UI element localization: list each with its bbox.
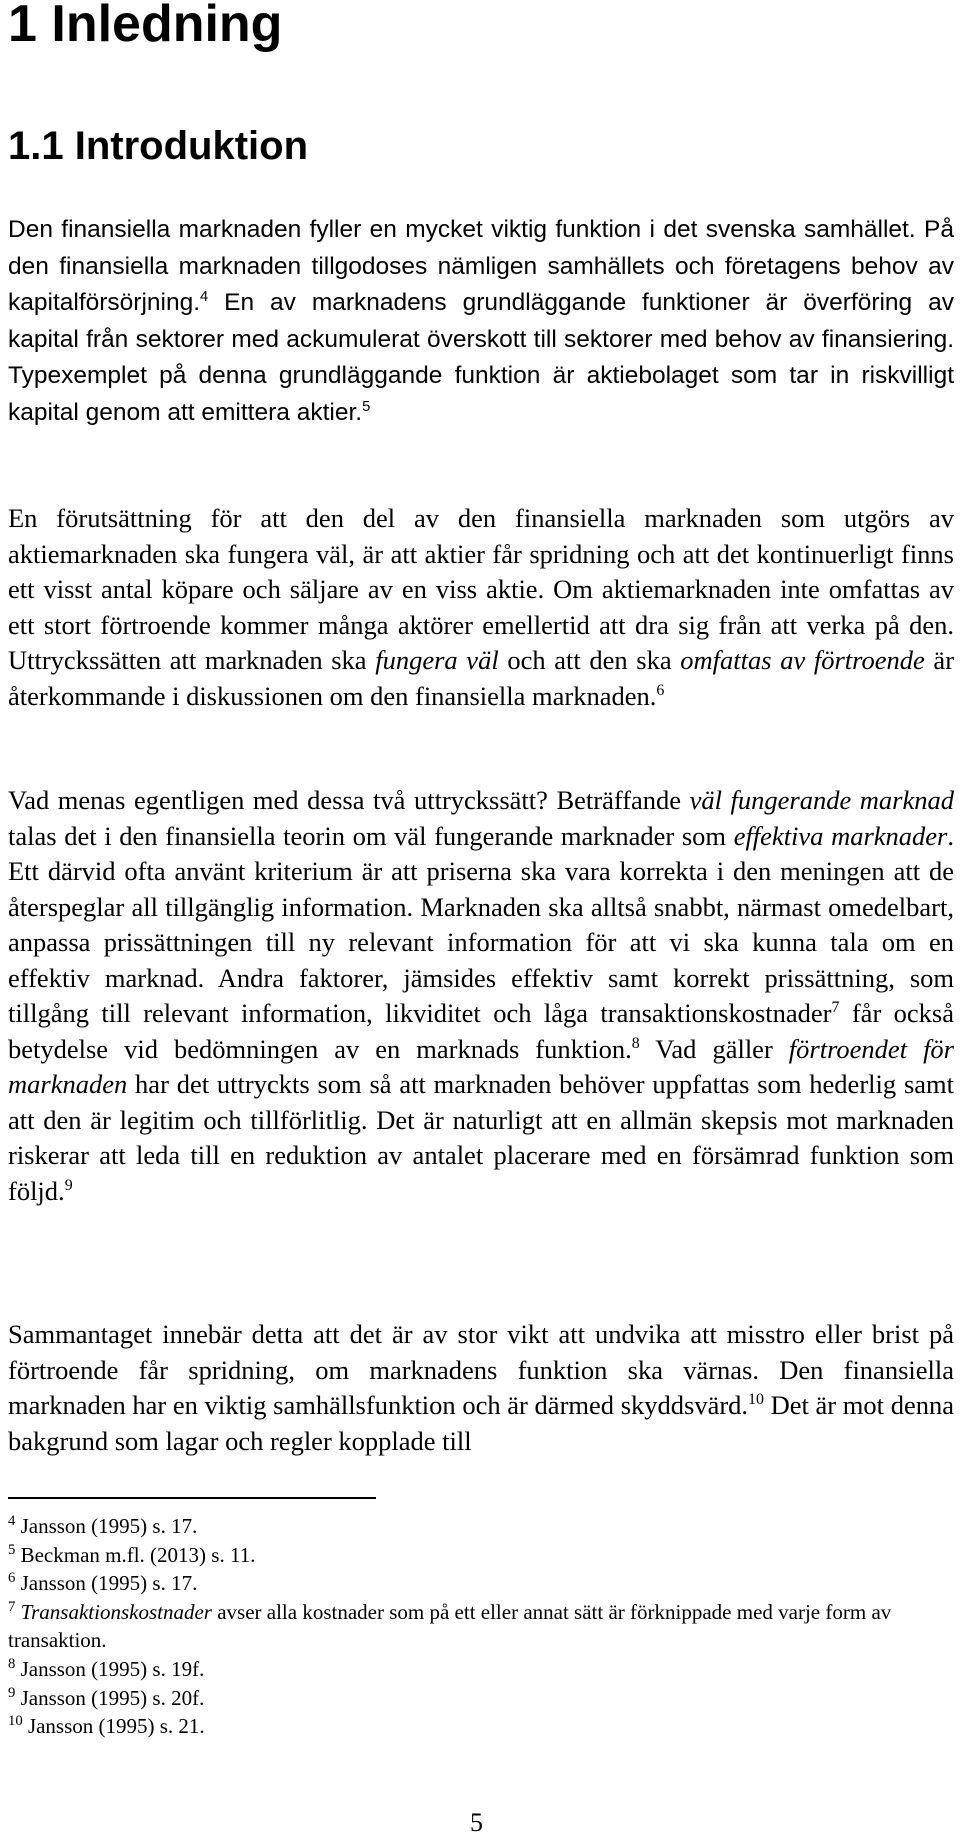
footnote-text: Jansson (1995) s. 17. xyxy=(15,1571,198,1596)
paragraph-1 xyxy=(8,211,954,430)
paragraph-2 xyxy=(8,501,954,714)
emphasis-text: förtroendet för marknaden xyxy=(8,1033,954,1099)
footnote xyxy=(8,1712,954,1741)
paragraph-text: talas det i den finansiella teorin om väl fungerande marknader som xyxy=(8,820,734,851)
chapter-heading: 1 Inledning xyxy=(8,0,283,53)
paragraph-text: . Ett därvid ofta använt kriterium är att priserna ska vara korrekta i den meningen att de återspeglar all tillgänglig information. Marknaden ska alltså snabbt, närmast omedelbart, anpassa prissättningen till ny relevant information för att vi ska kunna tala om en effektiv marknad. Andra faktorer, jämsides effektiv samt korrekt prissättning, som tillgång till relevant information, likviditet och låga transaktionskostnader xyxy=(8,820,954,1028)
paragraph-text: och att den ska xyxy=(498,645,681,675)
footnote-number: 10 xyxy=(8,1713,23,1730)
footnote-number: 8 xyxy=(8,1655,16,1672)
footnote-ref: 4 xyxy=(200,288,209,305)
section-heading: 1.1 Introduktion xyxy=(8,124,308,168)
footnote-ref: 8 xyxy=(631,1034,640,1052)
page-number: 5 xyxy=(470,1808,483,1837)
footnote-number: 7 xyxy=(8,1598,16,1615)
footnote-emphasis: Transaktionskostnader xyxy=(20,1599,212,1624)
footnote-ref: 10 xyxy=(748,1391,764,1409)
footnote-number: 9 xyxy=(8,1684,16,1701)
paragraph-text: Vad menas egentligen med dessa två uttryckssätt? Beträffande xyxy=(8,785,690,815)
footnote-number: 6 xyxy=(8,1570,16,1587)
emphasis-text: omfattas av förtroende xyxy=(680,645,925,675)
footnote xyxy=(8,1541,954,1570)
footnote-number: 4 xyxy=(8,1513,16,1529)
footnote xyxy=(8,1569,954,1598)
paragraph-3 xyxy=(8,783,954,1209)
footnote-text: Beckman m.fl. (2013) s. 11. xyxy=(15,1542,256,1567)
paragraph-text: En av marknadens grundläggande funktioner är överföring av kapital från sektorer med ackumulerat överskott till sektorer med behov av finansiering. Typexemplet på denna grundläggande funktion är aktiebolaget som tar in riskvilligt kapital genom att emittera aktier. xyxy=(8,289,954,426)
footnote-ref: 6 xyxy=(656,681,665,699)
footnote-text: Jansson (1995) s. 21. xyxy=(22,1714,205,1739)
footnote-separator xyxy=(8,1497,376,1499)
paragraph-text: har det uttryckts som så att marknaden behöver uppfattas som hederlig samt att den är legitim och tillförlitlig. Det är naturligt att en allmän skepsis mot marknaden riskerar att leda till en reduktion av antalet placerare med en försämrad funktion som följd. xyxy=(8,1069,954,1206)
footnote xyxy=(8,1512,954,1541)
paragraph-text: Vad gäller xyxy=(639,1033,789,1064)
footnote-number: 5 xyxy=(8,1541,16,1558)
emphasis-text: fungera väl xyxy=(375,645,499,675)
footnote xyxy=(8,1598,954,1655)
footnote xyxy=(8,1655,954,1684)
paragraph-text: Sammantaget innebär detta att det är av stor vikt att undvika att misstro eller brist på förtroende får spridning, om marknadens funktion ska värnas. Den finansiella marknaden har en viktig samhällsfunktion och är därmed skyddsvärd. xyxy=(8,1319,954,1420)
footnote-ref: 9 xyxy=(64,1176,73,1194)
footnote-ref: 7 xyxy=(831,999,840,1017)
paragraph-4 xyxy=(8,1317,954,1459)
paragraph-text: En förutsättning för att den del av den finansiella marknaden som utgörs av aktiemarknaden ska fungera väl, är att aktier får spridning och att det kontinuerligt finns ett visst antal köpare och säljare av en viss aktie. Om aktiemarknaden inte omfattas av ett stort förtroende kommer många aktörer emellertid att dra sig från att verka på den. Uttryckssätten att marknaden ska xyxy=(8,503,954,675)
footnotes xyxy=(8,1512,954,1741)
footnote-text: Jansson (1995) s. 19f. xyxy=(15,1656,205,1681)
paragraph-text: Den finansiella marknaden fyller en mycket viktig funktion i det svenska samhället. På den finansiella marknaden tillgodoses nämligen samhällets och företagens behov av kapitalförsörjning. xyxy=(8,216,954,316)
footnote-text: Jansson (1995) s. 20f. xyxy=(15,1685,205,1710)
paragraph-text: är återkommande i diskussionen om den finansiella marknaden. xyxy=(8,645,955,711)
paragraph-text: får också betydelse vid bedömningen av en marknads funktion. xyxy=(8,998,955,1064)
paragraph-text: Det är mot denna bakgrund som lagar och regler kopplade till xyxy=(8,1390,954,1456)
footnote-ref: 5 xyxy=(362,398,371,415)
footnote-text: avser alla kostnader som på ett eller annat sätt är förknippade med varje form av transaktion. xyxy=(8,1599,892,1653)
footnote-text: Jansson (1995) s. 17. xyxy=(15,1514,198,1538)
footnote xyxy=(8,1684,954,1713)
emphasis-text: effektiva marknader xyxy=(733,820,948,851)
emphasis-text: väl fungerande marknad xyxy=(689,785,954,815)
